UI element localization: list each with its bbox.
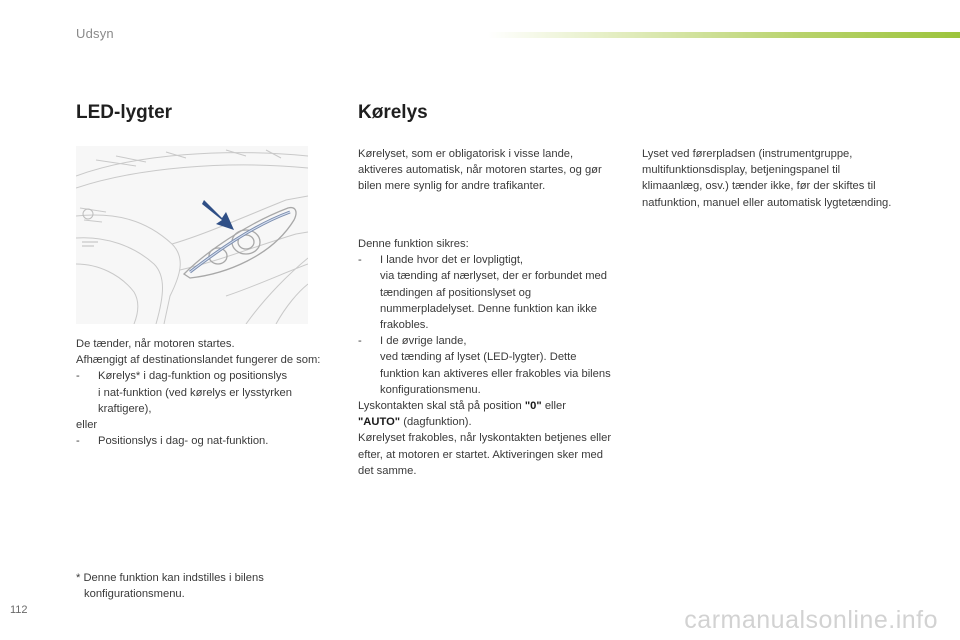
- korelys-heading: Kørelys: [358, 102, 428, 123]
- dash: -: [76, 370, 80, 383]
- led-body: [76, 336, 326, 449]
- switch-position-0: "0": [524, 400, 542, 413]
- led-list-item-2: [76, 433, 326, 449]
- led-footnote: [76, 570, 326, 602]
- korelys-para-3: Kørelyset frakobles, når lyskontakten betjenes eller efter, at motoren er startet. Aktiveringen sker med det samme.: [358, 432, 612, 477]
- watermark: carmanualsonline.info: [684, 606, 938, 634]
- korelys-item-2-title: I de øvrige lande,: [380, 335, 467, 348]
- switch-position-auto: "AUTO": [358, 416, 401, 429]
- dash: -: [358, 254, 362, 267]
- korelys-switch-sentence: [358, 398, 618, 430]
- korelys-right-column: [642, 146, 898, 211]
- led-item-1-line-1: Kørelys* i dag-funktion og positionslys: [98, 370, 288, 383]
- korelys-para-right: Lyset ved førerpladsen (instrumentgruppe, multifunktionsdisplay, betjeningspanel til klimaanlæg, osv.) tænder ikke, før der skiftes til natfunktion, manuel eller automatisk lygtetænding.: [642, 148, 892, 209]
- header-accent-bar: [488, 32, 960, 38]
- footnote-line-1: * Denne funktion kan indstilles i bilens: [76, 572, 264, 584]
- led-intro-1: De tænder, når motoren startes.: [76, 338, 235, 350]
- korelys-item-1-body: via tænding af nærlyset, der er forbundet med tændingen af positionslyset og nummerpladelyset. Denne funktion kan ikke frakobles.: [380, 270, 607, 332]
- korelys-function: [358, 236, 618, 479]
- switch-post: (dagfunktion).: [400, 416, 472, 429]
- switch-pre: Lyskontakten skal stå på position: [358, 400, 525, 413]
- korelys-body: [358, 146, 618, 195]
- led-heading: LED-lygter: [76, 102, 173, 123]
- korelys-item-2-body: ved tænding af lyset (LED-lygter). Dette funktion kan aktiveres eller frakobles via bilens konfigurationsmenu.: [380, 351, 611, 396]
- led-item-2: Positionslys i dag- og nat-funktion.: [98, 435, 269, 448]
- led-item-1-line-2: i nat-funktion (ved kørelys er lysstyrken kraftigere),: [98, 386, 292, 415]
- footnote-line-2: konfigurationsmenu.: [84, 588, 185, 601]
- headlamp-drawing: [76, 146, 308, 324]
- led-or: eller: [76, 419, 98, 432]
- page-number: 112: [10, 604, 28, 616]
- headlamp-illustration: [76, 146, 308, 324]
- korelys-intro-2: Denne funktion sikres:: [358, 238, 469, 250]
- dash: -: [76, 435, 80, 448]
- korelys-list-item-2: [358, 333, 618, 349]
- korelys-item-1-title: I lande hvor det er lovpligtigt,: [380, 254, 524, 267]
- section-title: Udsyn: [76, 26, 114, 41]
- korelys-list-item-1: [358, 252, 618, 268]
- led-list-item-1: [76, 368, 326, 417]
- led-intro-2: Afhængigt af destinationslandet fungerer de som:: [76, 354, 321, 367]
- switch-or: eller: [541, 400, 566, 413]
- korelys-para-1: Kørelyset, som er obligatorisk i visse lande, aktiveres automatisk, når motoren startes, og gør bilen mere synlig for andre trafikanter.: [358, 148, 602, 193]
- dash: -: [358, 335, 362, 348]
